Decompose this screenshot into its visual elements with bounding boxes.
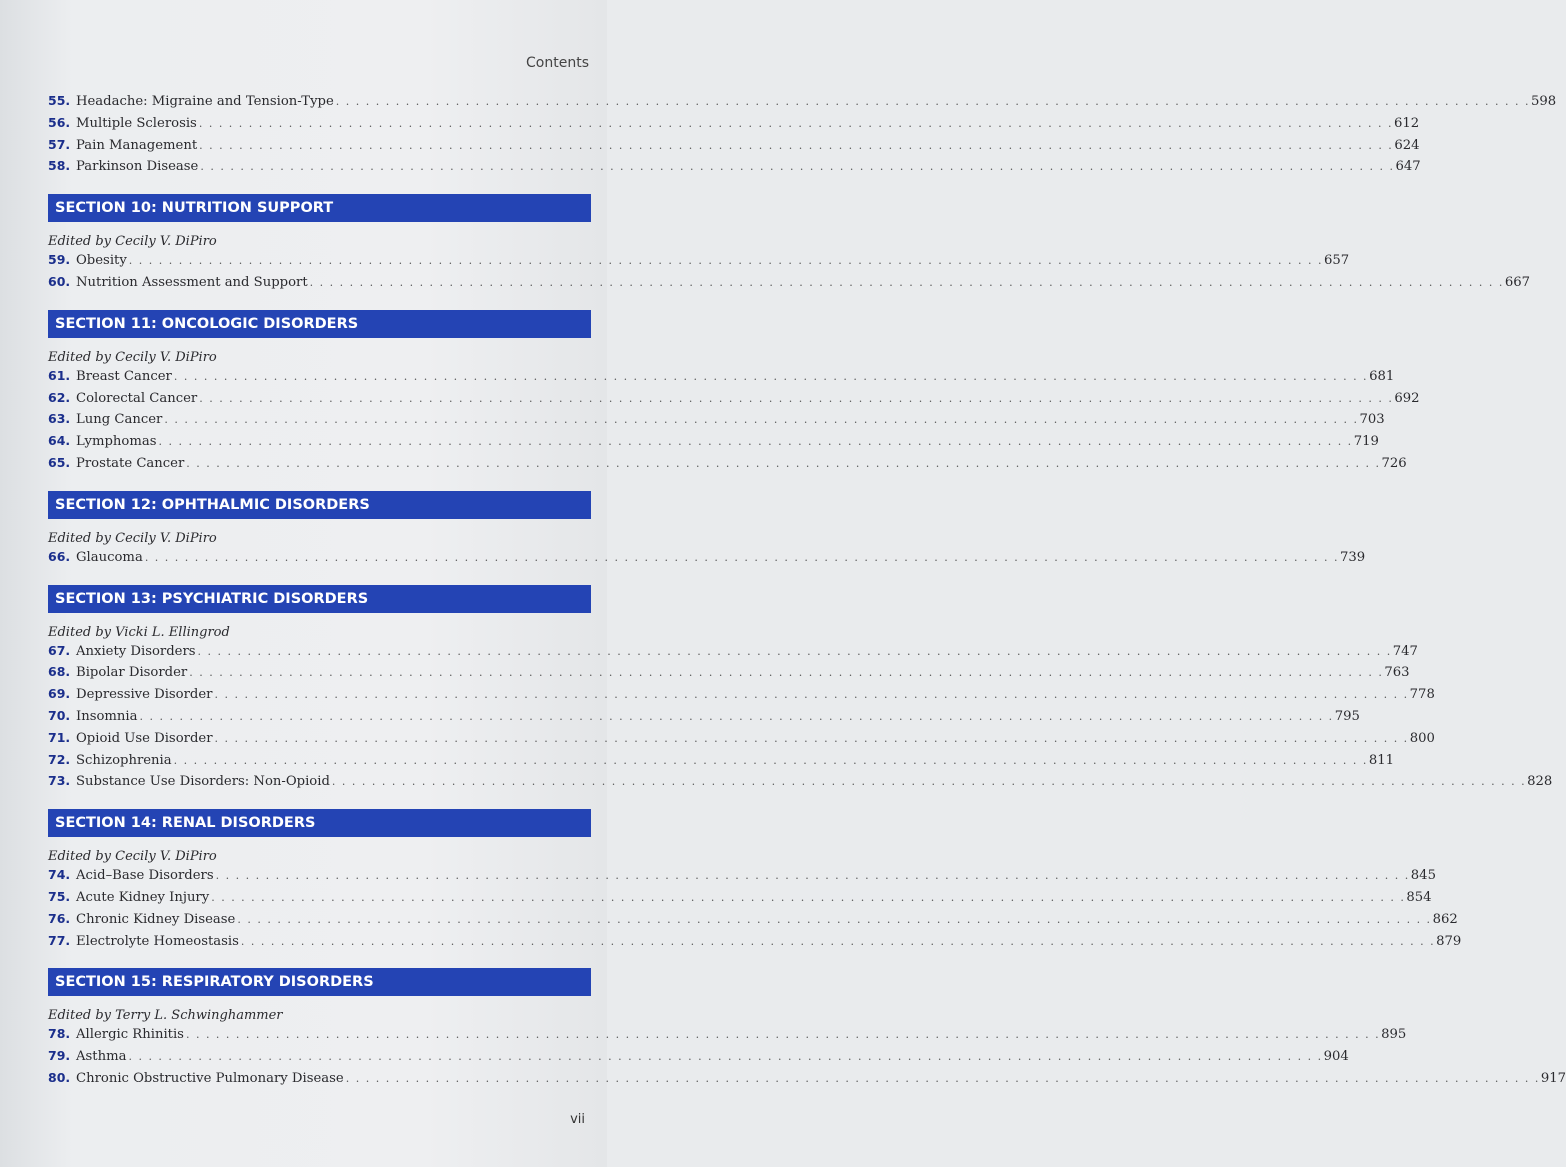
toc-entry[interactable] xyxy=(48,910,1458,933)
toc-entry[interactable] xyxy=(48,158,1421,180)
dot-leader: . . . . . . . . . . . . . . . . . . . . . . . . . . . . . . . . . . . . . . . . . . . . . . . . . . . . . . . . . . . . . . . . . . . . . . . . . . . . . . . . . . . . . . . . . . . . . . . . . . . . . . . . . . . . . . . . . . . . . . . . xyxy=(173,753,1368,767)
section-editor: Edited by Cecily V. DiPiro xyxy=(48,234,217,250)
toc-section xyxy=(48,585,1553,796)
chapter-number: 63. xyxy=(48,411,71,427)
toc-entry[interactable] xyxy=(48,1048,1349,1070)
dot-leader: . . . . . . . . . . . . . . . . . . . . . . . . . . . . . . . . . . . . . . . . . . . . . . . . . . . . . . . . . . . . . . . . . . . . . . . . . . . . . . . . . . . . . . . . . . . . . . . . . . . . . . . . . . . . . . . . . . . . . . . . xyxy=(215,869,1410,883)
toc-entry[interactable] xyxy=(48,642,1418,665)
dot-leader: . . . . . . . . . . . . . . . . . . . . . . . . . . . . . . . . . . . . . . . . . . . . . . . . . . . . . . . . . . . . . . . . . . . . . . . . . . . . . . . . . . . . . . . . . . . . . . . . . . . . . . . . . . . . . . . . . . . . . . . . xyxy=(214,688,1409,702)
chapter-title: Pain Management xyxy=(76,137,198,153)
chapter-number: 75. xyxy=(48,888,71,904)
chapter-title: Anxiety Disorders xyxy=(76,643,196,659)
chapter-page-number: 845 xyxy=(1410,868,1436,884)
chapter-number: 60. xyxy=(48,273,71,289)
chapter-title: Allergic Rhinitis xyxy=(76,1027,184,1043)
chapter-title: Colorectal Cancer xyxy=(76,390,198,406)
dot-leader: . . . . . . . . . . . . . . . . . . . . . . . . . . . . . . . . . . . . . . . . . . . . . . . . . . . . . . . . . . . . . . . . . . . . . . . . . . . . . . . . . . . . . . . . . . . . . . . . . . . . . . . . . . . . . . . . . . . . . . . . xyxy=(211,890,1406,904)
chapter-page-number: 726 xyxy=(1381,455,1407,471)
chapter-title: Acid–Base Disorders xyxy=(76,868,214,884)
toc-section xyxy=(48,968,1566,1091)
chapter-number: 64. xyxy=(48,433,71,449)
dot-leader: . . . . . . . . . . . . . . . . . . . . . . . . . . . . . . . . . . . . . . . . . . . . . . . . . . . . . . . . . . . . . . . . . . . . . . . . . . . . . . . . . . . . . . . . . . . . . . . . . . . . . . . . . . . . . . . . . . . . . . . . xyxy=(309,275,1504,289)
dot-leader: . . . . . . . . . . . . . . . . . . . . . . . . . . . . . . . . . . . . . . . . . . . . . . . . . . . . . . . . . . . . . . . . . . . . . . . . . . . . . . . . . . . . . . . . . . . . . . . . . . . . . . . . . . . . . . . . . . . . . . . . xyxy=(198,116,1394,130)
chapter-title: Obesity xyxy=(76,253,127,269)
dot-leader: . . . . . . . . . . . . . . . . . . . . . . . . . . . . . . . . . . . . . . . . . . . . . . . . . . . . . . . . . . . . . . . . . . . . . . . . . . . . . . . . . . . . . . . . . . . . . . . . . . . . . . . . . . . . . . . . . . . . . . . . xyxy=(335,95,1530,108)
chapter-number: 70. xyxy=(48,707,71,723)
toc-entry[interactable] xyxy=(48,1069,1566,1092)
chapter-title: Headache: Migraine and Tension-Type xyxy=(76,94,334,109)
chapter-number: 71. xyxy=(48,729,71,745)
chapter-number: 74. xyxy=(48,867,71,883)
toc-entry[interactable] xyxy=(48,389,1420,412)
toc-entry[interactable] xyxy=(48,273,1530,296)
section-heading[interactable]: SECTION 13: PSYCHIATRIC DISORDERS xyxy=(48,585,591,613)
toc-entry[interactable] xyxy=(48,932,1462,955)
section-heading[interactable]: SECTION 10: NUTRITION SUPPORT xyxy=(48,194,591,222)
chapter-title: Lung Cancer xyxy=(76,412,163,428)
chapter-title: Asthma xyxy=(76,1049,127,1065)
chapter-number: 57. xyxy=(48,136,71,152)
chapter-number: 77. xyxy=(48,932,71,948)
chapter-page-number: 657 xyxy=(1323,253,1350,269)
chapter-title: Bipolar Disorder xyxy=(76,665,188,681)
chapter-page-number: 811 xyxy=(1368,752,1394,768)
dot-leader: . . . . . . . . . . . . . . . . . . . . . . . . . . . . . . . . . . . . . . . . . . . . . . . . . . . . . . . . . . . . . . . . . . . . . . . . . . . . . . . . . . . . . . . . . . . . . . . . . . . . . . . . . . . . . . . . . . . . . . . . xyxy=(128,254,1323,268)
toc-entry[interactable] xyxy=(48,433,1379,455)
dot-leader: . . . . . . . . . . . . . . . . . . . . . . . . . . . . . . . . . . . . . . . . . . . . . . . . . . . . . . . . . . . . . . . . . . . . . . . . . . . . . . . . . . . . . . . . . . . . . . . . . . . . . . . . . . . . . . . . . . . . . . . . xyxy=(199,138,1394,152)
chapter-page-number: 800 xyxy=(1409,730,1435,746)
chapter-title: Lymphomas xyxy=(76,434,157,450)
dot-leader: . . . . . . . . . . . . . . . . . . . . . . . . . . . . . . . . . . . . . . . . . . . . . . . . . . . . . . . . . . . . . . . . . . . . . . . . . . . . . . . . . . . . . . . . . . . . . . . . . . . . . . . . . . . . . . . . . . . . . . . . xyxy=(200,160,1395,174)
toc-entry[interactable] xyxy=(48,707,1360,730)
toc-entry[interactable] xyxy=(48,686,1435,708)
chapter-number: 56. xyxy=(48,114,71,130)
chapter-number: 62. xyxy=(48,389,71,405)
toc-entry[interactable] xyxy=(48,888,1432,911)
chapter-page-number: 739 xyxy=(1340,549,1366,565)
chapter-page-number: 862 xyxy=(1432,911,1458,927)
dot-leader: . . . . . . . . . . . . . . . . . . . . . . . . . . . . . . . . . . . . . . . . . . . . . . . . . . . . . . . . . . . . . . . . . . . . . . . . . . . . . . . . . . . . . . . . . . . . . . . . . . . . . . . . . . . . . . . . . . . . . . . . xyxy=(331,775,1527,789)
chapter-page-number: 879 xyxy=(1436,933,1462,949)
chapter-number: 72. xyxy=(48,751,71,767)
chapter-number: 61. xyxy=(48,367,71,383)
chapter-title: Depressive Disorder xyxy=(76,687,213,703)
toc-entry[interactable] xyxy=(48,664,1410,686)
dot-leader: . . . . . . . . . . . . . . . . . . . . . . . . . . . . . . . . . . . . . . . . . . . . . . . . . . . . . . . . . . . . . . . . . . . . . . . . . . . . . . . . . . . . . . . . . . . . . . . . . . . . . . . . . . . . . . . . . . . . . . . . xyxy=(199,391,1394,405)
chapter-number: 67. xyxy=(48,642,71,658)
chapter-number: 79. xyxy=(48,1048,71,1064)
chapter-title: Glaucoma xyxy=(76,549,143,565)
toc-entry[interactable] xyxy=(48,751,1394,774)
chapter-number: 65. xyxy=(48,454,71,470)
chapter-title: Opioid Use Disorder xyxy=(76,730,213,746)
chapter-title: Breast Cancer xyxy=(76,368,172,384)
section-heading[interactable]: SECTION 11: ONCOLOGIC DISORDERS xyxy=(48,310,591,338)
dot-leader: . . . . . . . . . . . . . . . . . . . . . . . . . . . . . . . . . . . . . . . . . . . . . . . . . . . . . . . . . . . . . . . . . . . . . . . . . . . . . . . . . . . . . . . . . . . . . . . . . . . . . . . . . . . . . . . . . . . . . . . . xyxy=(173,369,1369,383)
chapter-title: Nutrition Assessment and Support xyxy=(76,274,308,290)
continued-entries xyxy=(48,93,1557,180)
chapter-number: 66. xyxy=(48,548,71,564)
section-heading[interactable]: SECTION 15: RESPIRATORY DISORDERS xyxy=(48,968,591,996)
chapter-page-number: 795 xyxy=(1334,708,1360,724)
chapter-page-number: 598 xyxy=(1530,94,1557,109)
section-heading[interactable]: SECTION 14: RENAL DISORDERS xyxy=(48,809,591,837)
section-list xyxy=(48,194,1566,1092)
toc-section xyxy=(48,491,1366,571)
chapter-title: Chronic Obstructive Pulmonary Disease xyxy=(76,1070,344,1086)
chapter-page-number: 719 xyxy=(1353,434,1379,450)
dot-leader: . . . . . . . . . . . . . . . . . . . . . . . . . . . . . . . . . . . . . . . . . . . . . . . . . . . . . . . . . . . . . . . . . . . . . . . . . . . . . . . . . . . . . . . . . . . . . . . . . . . . . . . . . . . . . . . . . . . . . . . . xyxy=(158,435,1353,449)
page-number: vii xyxy=(570,1112,585,1127)
section-heading[interactable]: SECTION 12: OPHTHALMIC DISORDERS xyxy=(48,491,591,519)
toc-entry[interactable] xyxy=(48,93,1557,115)
chapter-number: 55. xyxy=(48,93,71,108)
dot-leader: . . . . . . . . . . . . . . . . . . . . . . . . . . . . . . . . . . . . . . . . . . . . . . . . . . . . . . . . . . . . . . . . . . . . . . . . . . . . . . . . . . . . . . . . . . . . . . . . . . . . . . . . . . . . . . . . . . . . . . . . xyxy=(139,709,1334,723)
toc-section xyxy=(48,809,1462,954)
toc-entry[interactable] xyxy=(48,867,1436,889)
chapter-page-number: 778 xyxy=(1409,687,1435,703)
section-editor: Edited by Cecily V. DiPiro xyxy=(48,530,217,546)
running-head: Contents xyxy=(526,55,589,71)
section-editor: Edited by Cecily V. DiPiro xyxy=(48,849,217,865)
chapter-title: Acute Kidney Injury xyxy=(76,889,210,905)
chapter-number: 76. xyxy=(48,910,71,926)
chapter-number: 69. xyxy=(48,686,71,702)
dot-leader: . . . . . . . . . . . . . . . . . . . . . . . . . . . . . . . . . . . . . . . . . . . . . . . . . . . . . . . . . . . . . . . . . . . . . . . . . . . . . . . . . . . . . . . . . . . . . . . . . . . . . . . . . . . . . . . . . . . . . . . . xyxy=(240,934,1436,948)
chapter-page-number: 747 xyxy=(1392,643,1418,659)
chapter-page-number: 624 xyxy=(1394,137,1420,153)
chapter-title: Prostate Cancer xyxy=(76,455,185,471)
dot-leader: . . . . . . . . . . . . . . . . . . . . . . . . . . . . . . . . . . . . . . . . . . . . . . . . . . . . . . . . . . . . . . . . . . . . . . . . . . . . . . . . . . . . . . . . . . . . . . . . . . . . . . . . . . . . . . . . . . . . . . . . xyxy=(345,1071,1540,1085)
toc-section xyxy=(48,194,1530,296)
chapter-page-number: 681 xyxy=(1369,368,1395,384)
chapter-title: Electrolyte Homeostasis xyxy=(76,933,239,949)
chapter-page-number: 612 xyxy=(1394,115,1420,131)
toc-entry[interactable] xyxy=(48,1026,1407,1048)
chapter-number: 68. xyxy=(48,664,71,680)
chapter-title: Multiple Sclerosis xyxy=(76,115,197,131)
chapter-number: 78. xyxy=(48,1026,71,1042)
chapter-title: Schizophrenia xyxy=(76,752,172,768)
toc-entry[interactable] xyxy=(48,114,1420,137)
toc-entry[interactable] xyxy=(48,773,1553,795)
chapter-page-number: 828 xyxy=(1527,774,1553,790)
chapter-number: 58. xyxy=(48,158,71,174)
section-editor: Edited by Cecily V. DiPiro xyxy=(48,349,217,365)
chapter-page-number: 895 xyxy=(1381,1027,1407,1043)
chapter-page-number: 647 xyxy=(1395,159,1421,175)
dot-leader: . . . . . . . . . . . . . . . . . . . . . . . . . . . . . . . . . . . . . . . . . . . . . . . . . . . . . . . . . . . . . . . . . . . . . . . . . . . . . . . . . . . . . . . . . . . . . . . . . . . . . . . . . . . . . . . . . . . . . . . . xyxy=(185,1028,1381,1042)
section-editor: Edited by Vicki L. Ellingrod xyxy=(48,624,230,640)
chapter-title: Insomnia xyxy=(76,708,138,724)
chapter-page-number: 667 xyxy=(1504,274,1530,290)
toc-entry[interactable] xyxy=(48,367,1395,390)
toc-entry[interactable] xyxy=(48,252,1350,274)
chapter-title: Substance Use Disorders: Non-Opioid xyxy=(76,774,330,790)
dot-leader: . . . . . . . . . . . . . . . . . . . . . . . . . . . . . . . . . . . . . . . . . . . . . . . . . . . . . . . . . . . . . . . . . . . . . . . . . . . . . . . . . . . . . . . . . . . . . . . . . . . . . . . . . . . . . . . . . . . . . . . . xyxy=(214,731,1409,745)
toc-section xyxy=(48,310,1420,477)
dot-leader: . . . . . . . . . . . . . . . . . . . . . . . . . . . . . . . . . . . . . . . . . . . . . . . . . . . . . . . . . . . . . . . . . . . . . . . . . . . . . . . . . . . . . . . . . . . . . . . . . . . . . . . . . . . . . . . . . . . . . . . . xyxy=(189,666,1384,680)
chapter-title: Parkinson Disease xyxy=(76,159,199,175)
dot-leader: . . . . . . . . . . . . . . . . . . . . . . . . . . . . . . . . . . . . . . . . . . . . . . . . . . . . . . . . . . . . . . . . . . . . . . . . . . . . . . . . . . . . . . . . . . . . . . . . . . . . . . . . . . . . . . . . . . . . . . . . xyxy=(186,456,1381,470)
chapter-page-number: 904 xyxy=(1323,1049,1349,1065)
chapter-number: 59. xyxy=(48,252,71,268)
toc-entry[interactable] xyxy=(48,729,1435,752)
toc-entry[interactable] xyxy=(48,136,1420,159)
toc-entry[interactable] xyxy=(48,548,1366,571)
dot-leader: . . . . . . . . . . . . . . . . . . . . . . . . . . . . . . . . . . . . . . . . . . . . . . . . . . . . . . . . . . . . . . . . . . . . . . . . . . . . . . . . . . . . . . . . . . . . . . . . . . . . . . . . . . . . . . . . . . . . . . . . xyxy=(164,413,1359,427)
chapter-page-number: 917 xyxy=(1540,1070,1566,1086)
dot-leader: . . . . . . . . . . . . . . . . . . . . . . . . . . . . . . . . . . . . . . . . . . . . . . . . . . . . . . . . . . . . . . . . . . . . . . . . . . . . . . . . . . . . . . . . . . . . . . . . . . . . . . . . . . . . . . . . . . . . . . . . xyxy=(144,550,1339,564)
table-of-contents xyxy=(48,93,1566,1092)
chapter-page-number: 763 xyxy=(1384,665,1410,681)
toc-entry[interactable] xyxy=(48,411,1385,433)
chapter-page-number: 692 xyxy=(1394,390,1420,406)
chapter-number: 73. xyxy=(48,773,71,789)
dot-leader: . . . . . . . . . . . . . . . . . . . . . . . . . . . . . . . . . . . . . . . . . . . . . . . . . . . . . . . . . . . . . . . . . . . . . . . . . . . . . . . . . . . . . . . . . . . . . . . . . . . . . . . . . . . . . . . . . . . . . . . . xyxy=(237,912,1432,926)
toc-entry[interactable] xyxy=(48,454,1407,477)
dot-leader: . . . . . . . . . . . . . . . . . . . . . . . . . . . . . . . . . . . . . . . . . . . . . . . . . . . . . . . . . . . . . . . . . . . . . . . . . . . . . . . . . . . . . . . . . . . . . . . . . . . . . . . . . . . . . . . . . . . . . . . . xyxy=(128,1050,1323,1064)
chapter-page-number: 703 xyxy=(1359,412,1385,428)
section-editor: Edited by Terry L. Schwinghammer xyxy=(48,1008,283,1024)
dot-leader: . . . . . . . . . . . . . . . . . . . . . . . . . . . . . . . . . . . . . . . . . . . . . . . . . . . . . . . . . . . . . . . . . . . . . . . . . . . . . . . . . . . . . . . . . . . . . . . . . . . . . . . . . . . . . . . . . . . . . . . . xyxy=(197,644,1392,658)
chapter-title: Chronic Kidney Disease xyxy=(76,911,236,927)
chapter-page-number: 854 xyxy=(1406,889,1432,905)
chapter-number: 80. xyxy=(48,1069,71,1085)
